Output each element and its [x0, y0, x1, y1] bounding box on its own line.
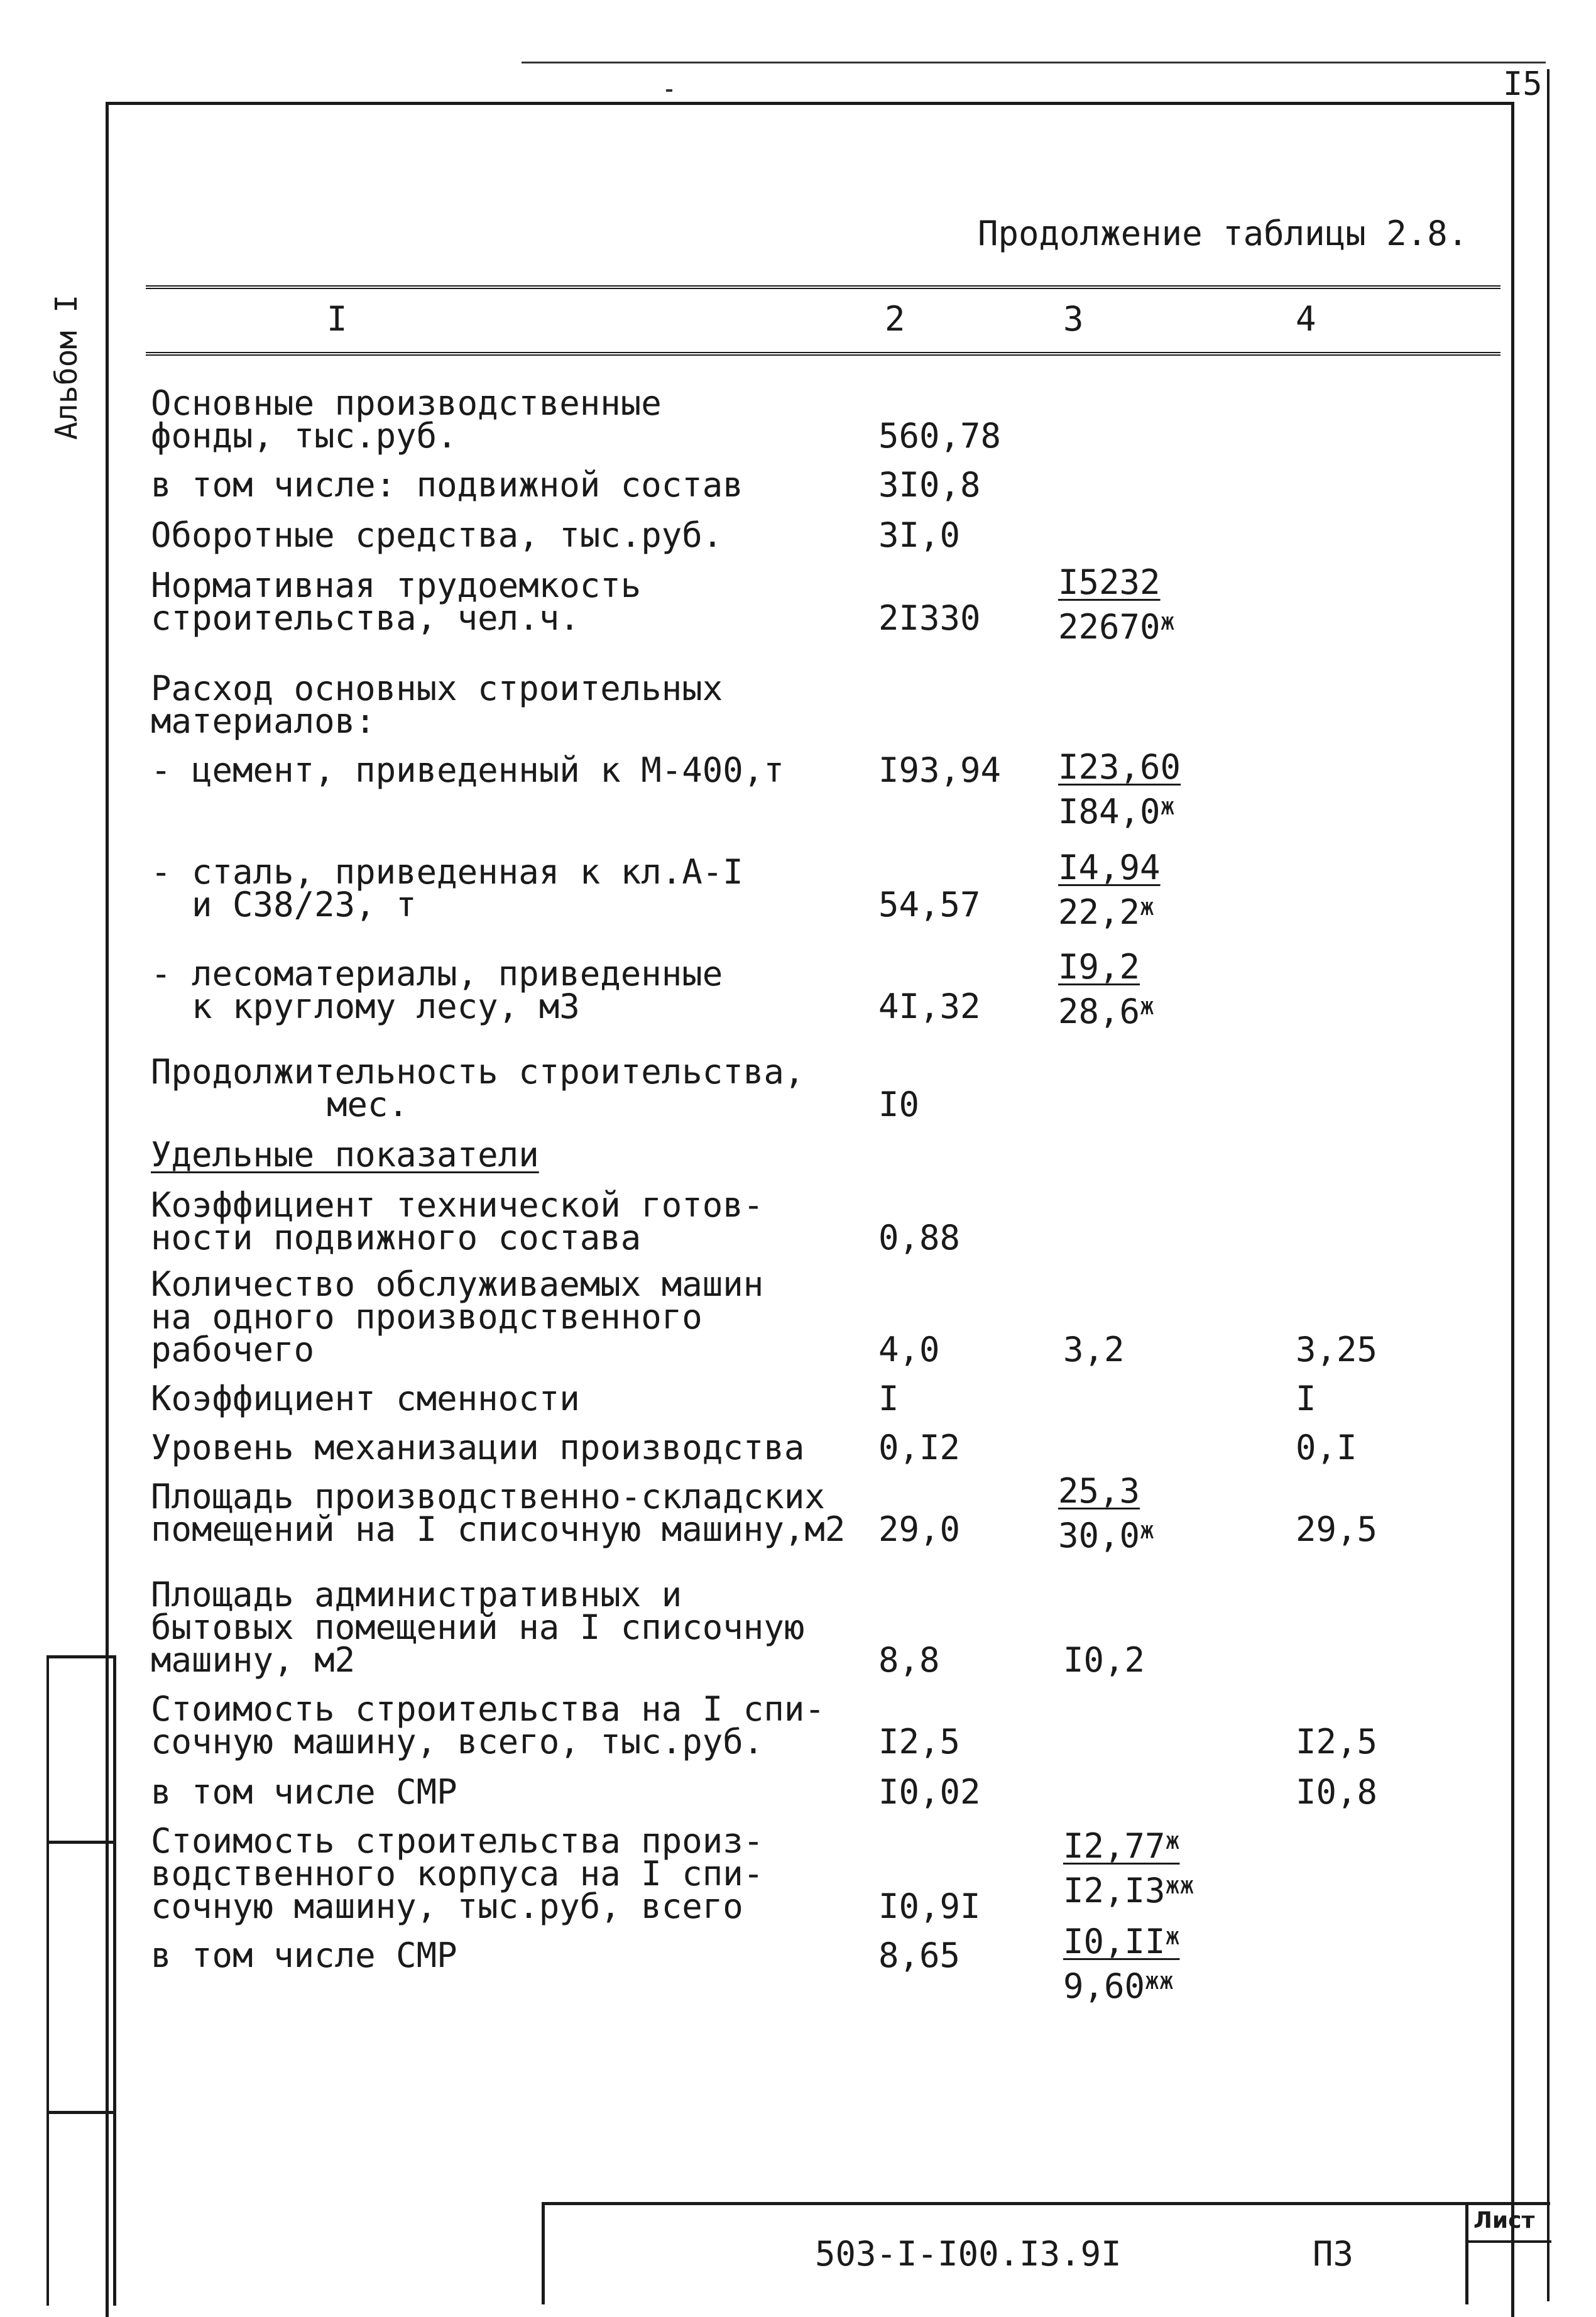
value-col-2: 29,0: [878, 1509, 961, 1549]
row-label: строительства, чел.ч.: [151, 598, 580, 638]
row-label: на одного производственного: [151, 1297, 702, 1337]
row-label: сочную машину, всего, тыс.руб.: [151, 1722, 764, 1761]
sheet-box-divider: [1468, 2240, 1551, 2243]
row-label: Оборотные средства, тыс.руб.: [151, 515, 723, 555]
document-code: 503-I-I00.I3.9I: [815, 2234, 1122, 2274]
value-col-2: 0,I2: [878, 1428, 961, 1467]
fraction-numerator: I9,2: [1058, 947, 1140, 987]
header-col-3: 3: [1063, 299, 1084, 339]
row-label: Расход основных строительных: [151, 669, 723, 708]
fraction-denominator: $30,0^ж$: [1058, 1516, 1154, 1555]
value-col-2: I0,9I: [878, 1887, 981, 1926]
fraction-col-3: [1058, 1472, 1154, 1555]
fraction-numerator: $I2,77^ж$: [1063, 1826, 1180, 1866]
value-col-4: I: [1296, 1379, 1316, 1418]
row-label: водственного корпуса на I спи-: [151, 1854, 764, 1893]
value-col-4: 29,5: [1296, 1509, 1378, 1549]
value-col-2: 3I0,8: [878, 465, 981, 505]
row-label: ности подвижного состава: [151, 1218, 642, 1257]
binding-strip-separator: [46, 1841, 113, 1844]
fraction-numerator: 25,3: [1058, 1471, 1140, 1511]
value-col-4: 3,25: [1296, 1330, 1378, 1369]
header-col-1: I: [327, 299, 347, 339]
row-label: Продолжительность строительства,: [151, 1052, 805, 1092]
fraction-numerator: I4,94: [1058, 848, 1161, 887]
fraction-col-3: [1058, 748, 1181, 831]
fraction-denominator: $28,6^ж$: [1058, 992, 1154, 1031]
row-label: машину, м2: [151, 1640, 356, 1680]
row-label: Нормативная трудоемкость: [151, 566, 642, 605]
row-label: к круглому лесу, м3: [151, 987, 580, 1026]
row-label: бытовых помещений на I списочную: [151, 1608, 805, 1647]
row-label: Стоимость строительства произ-: [151, 1821, 764, 1861]
value-col-2: I93,94: [878, 750, 1002, 790]
value-col-4: I0,8: [1296, 1772, 1378, 1812]
header-top-rule: [146, 285, 1500, 289]
row-label: Коэффициент технической готов-: [151, 1185, 764, 1225]
fraction-denominator: $I84,0^ж$: [1058, 792, 1175, 831]
title-block: [542, 2202, 1550, 2304]
value-col-2: I0: [878, 1085, 920, 1124]
row-label: - цемент, приведенный к М-400,т: [151, 750, 784, 790]
row-label: материалов:: [151, 701, 376, 741]
row-label: Уровень механизации производства: [151, 1428, 805, 1467]
value-col-2: 0,88: [878, 1218, 961, 1257]
row-label: сочную машину, тыс.руб, всего: [151, 1887, 743, 1926]
binding-strip-separator: [46, 2111, 113, 2114]
row-label: и С38/23, т: [151, 885, 417, 924]
row-label: Количество обслуживаемых машин: [151, 1264, 764, 1304]
top-mark: [666, 89, 672, 92]
fraction-col-3: [1058, 848, 1161, 932]
value-col-4: I2,5: [1296, 1722, 1378, 1761]
fraction-col-3: [1063, 1821, 1194, 1910]
row-label: мес.: [327, 1085, 409, 1124]
row-label: - сталь, приведенная к кл.А-I: [151, 852, 743, 892]
row-label: в том числе СМР: [151, 1936, 457, 1975]
value-col-4: 0,I: [1296, 1428, 1357, 1467]
sheet-label: Лист: [1473, 2208, 1535, 2233]
outer-right-border: [1547, 69, 1550, 2301]
value-col-3: 3,2: [1063, 1330, 1125, 1369]
row-label: Площадь административных и: [151, 1575, 682, 1614]
fraction-denominator: $9,60^{жж}$: [1063, 1966, 1174, 2006]
binding-stamp-strip: [46, 1655, 116, 2306]
row-label: - лесоматериалы, приведенные: [151, 954, 723, 994]
binding-strip-edge: [46, 1658, 49, 2306]
row-label: в том числе: подвижной состав: [151, 465, 743, 505]
fraction-numerator: I5232: [1058, 562, 1161, 602]
header-col-4: 4: [1296, 299, 1316, 339]
fraction-numerator: I23,60: [1058, 747, 1181, 787]
row-label: рабочего: [151, 1330, 315, 1369]
section-code: ПЗ: [1313, 2234, 1354, 2274]
value-col-2: I2,5: [878, 1722, 961, 1761]
fraction-denominator: $I2,I3^{жж}$: [1063, 1871, 1194, 1910]
fraction-col-3: [1058, 563, 1174, 647]
value-col-2: 3I,0: [878, 515, 961, 555]
sheet-number: I5: [1503, 65, 1543, 103]
value-col-2: 2I330: [878, 598, 981, 638]
fraction-col-3: [1058, 948, 1154, 1031]
value-col-2: 54,57: [878, 885, 981, 924]
row-label: в том числе СМР: [151, 1772, 457, 1812]
value-col-2: 8,8: [878, 1640, 940, 1680]
fraction-denominator: $22,2^ж$: [1058, 892, 1154, 932]
row-label: Коэффициент сменности: [151, 1379, 580, 1418]
row-label: Площадь производственно-складских: [151, 1477, 825, 1516]
row-label: Стоимость строительства на I спи-: [151, 1689, 825, 1729]
value-col-2: 560,78: [878, 416, 1002, 456]
value-col-2: I0,02: [878, 1772, 981, 1812]
row-label: Основные производственные: [151, 383, 662, 423]
value-col-2: 4I,32: [878, 987, 981, 1026]
section-heading: Удельные показатели: [151, 1135, 539, 1175]
value-col-2: I: [878, 1379, 899, 1418]
album-label: Альбом I: [49, 294, 84, 440]
table-continuation-title: Продолжение таблицы 2.8.: [978, 214, 1468, 253]
header-col-2: 2: [885, 299, 905, 339]
value-col-3: I0,2: [1063, 1640, 1145, 1680]
fraction-denominator: $22670^ж$: [1058, 607, 1175, 647]
row-label: фонды, тыс.руб.: [151, 416, 457, 456]
sheet-box: [1465, 2205, 1551, 2304]
value-col-2: 4,0: [878, 1330, 940, 1369]
top-trim-line: [522, 62, 1546, 63]
row-label: помещений на I списочную машину,м2: [151, 1509, 846, 1549]
header-bottom-rule: [146, 352, 1500, 356]
fraction-col-3: [1063, 1917, 1179, 2006]
value-col-2: 8,65: [878, 1936, 961, 1975]
fraction-numerator: $I0,II^ж$: [1063, 1922, 1180, 1961]
